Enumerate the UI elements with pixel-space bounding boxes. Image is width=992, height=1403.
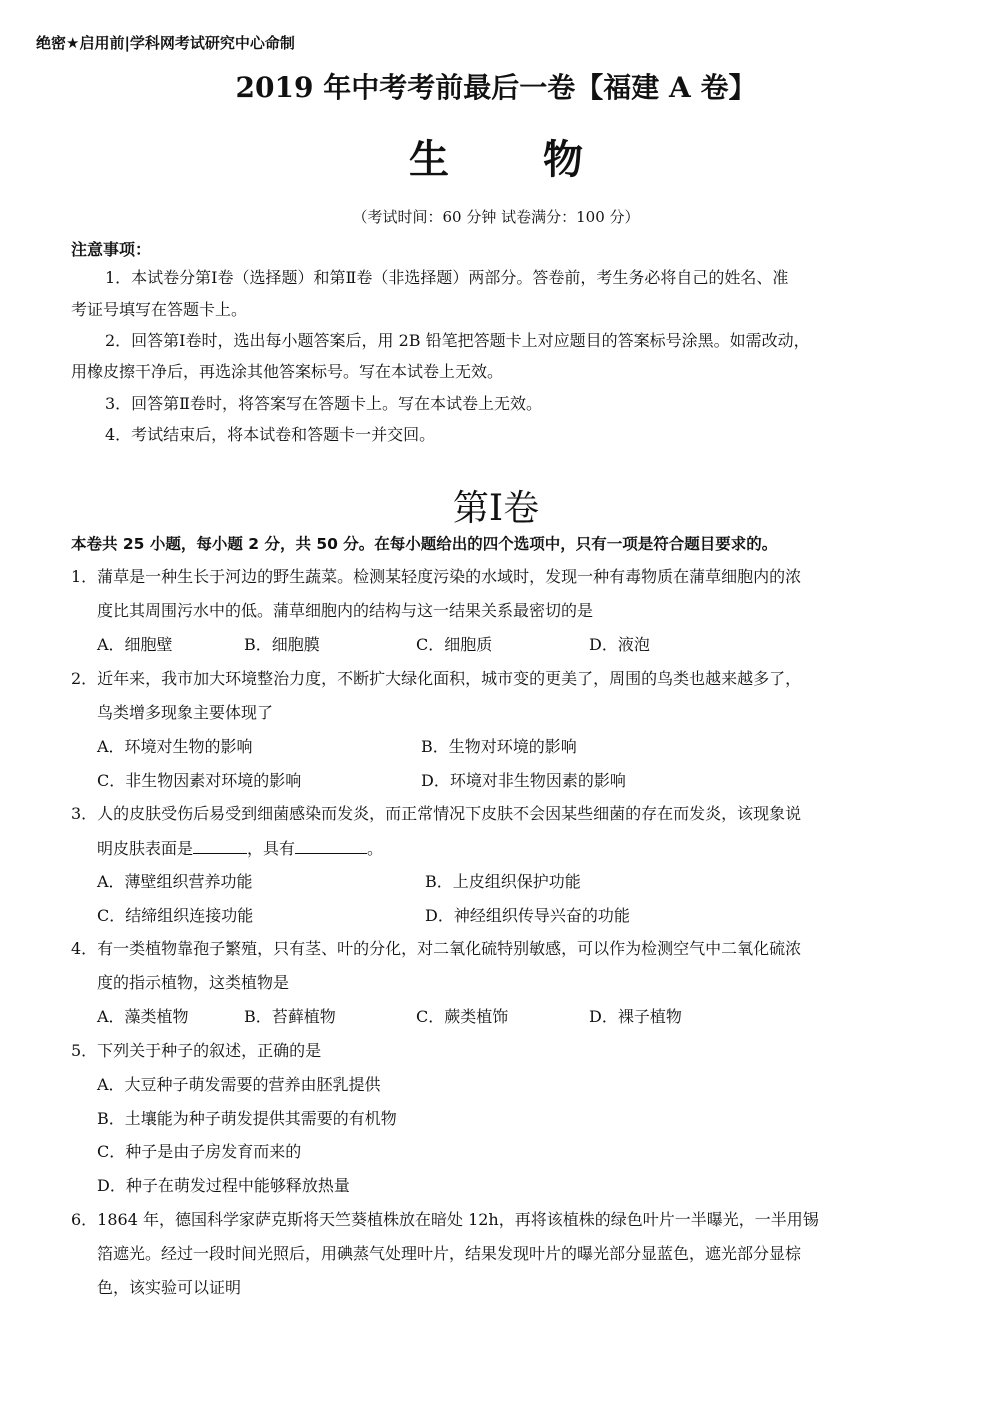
question-stem: 3．人的皮肤受伤后易受到细菌感染而发炎，而正常情况下皮肤不会因某些细菌的存在而发炎，该现象说 <box>71 804 802 823</box>
option-c: C．结缔组织连接功能 <box>97 906 254 925</box>
section-title: 第Ⅰ卷 <box>452 488 540 529</box>
option-c: C．蕨类植饰 <box>416 1007 509 1026</box>
notice-line: 3．回答第Ⅱ卷时，将答案写在答题卡上。写在本试卷上无效。 <box>105 394 543 413</box>
option-b: B．生物对环境的影响 <box>421 737 577 756</box>
exam-title: 2019 年中考考前最后一卷【福建 A 卷】 <box>235 71 757 104</box>
option-c: C．非生物因素对环境的影响 <box>97 771 302 790</box>
question-stem: 5．下列关于种子的叙述，正确的是 <box>71 1041 322 1060</box>
question-stem: 度比其周围污水中的低。蒲草细胞内的结构与这一结果关系最密切的是 <box>97 601 594 620</box>
option-b: B．土壤能为种子萌发提供其需要的有机物 <box>97 1109 397 1128</box>
notice-line: 2．回答第Ⅰ卷时，选出每小题答案后，用 2B 铅笔把答题卡上对应题目的答案标号涂黑。如需改动， <box>105 331 810 350</box>
question-stem: 鸟类增多现象主要体现了 <box>97 703 274 722</box>
answer-blank[interactable] <box>295 837 367 854</box>
notice-line: 考证号填写在答题卡上。 <box>71 300 248 319</box>
option-a: A．细胞壁 <box>97 635 173 654</box>
notice-line: 用橡皮擦干净后，再选涂其他答案标号。写在本试卷上无效。 <box>71 362 504 381</box>
option-a: A．大豆种子萌发需要的营养由胚乳提供 <box>97 1075 381 1094</box>
option-a: A．薄壁组织营养功能 <box>97 872 253 891</box>
section-intro: 本卷共 25 小题，每小题 2 分，共 50 分。在每小题给出的四个选项中，只有一项是符合题目要求的。 <box>71 535 778 553</box>
question-stem: 箔遮光。经过一段时间光照后，用碘蒸气处理叶片，结果发现叶片的曝光部分显蓝色，遮光部分显棕 <box>97 1244 802 1263</box>
option-d: D．液泡 <box>589 635 650 654</box>
question-stem: 明皮肤表面是 ，具有 。 <box>97 839 384 858</box>
option-d: D．神经组织传导兴奋的功能 <box>425 906 630 925</box>
question-stem: 2．近年来，我市加大环境整治力度，不断扩大绿化面积，城市变的更美了，周围的鸟类也越来越多了， <box>71 669 802 688</box>
question-stem: 色，该实验可以证明 <box>97 1278 242 1297</box>
option-c: C．细胞质 <box>416 635 493 654</box>
answer-blank[interactable] <box>193 837 247 854</box>
header-note: 绝密★启用前|学科网考试研究中心命制 <box>36 34 295 52</box>
option-b: B．苔藓植物 <box>244 1007 336 1026</box>
option-d: D．种子在萌发过程中能够释放热量 <box>97 1176 350 1195</box>
notice-title: 注意事项： <box>71 240 152 259</box>
option-c: C．种子是由子房发育而来的 <box>97 1142 302 1161</box>
option-a: A．环境对生物的影响 <box>97 737 253 756</box>
option-a: A．藻类植物 <box>97 1007 189 1026</box>
option-b: B．上皮组织保护功能 <box>425 872 581 891</box>
subject-title: 生 物 <box>409 136 623 183</box>
question-stem: 度的指示植物，这类植物是 <box>97 973 290 992</box>
notice-line: 1．本试卷分第Ⅰ卷（选择题）和第Ⅱ卷（非选择题）两部分。答卷前，考生务必将自己的姓名、准 <box>105 268 789 287</box>
question-stem: 4．有一类植物靠孢子繁殖，只有茎、叶的分化，对二氧化硫特别敏感，可以作为检测空气中二氧化硫浓 <box>71 939 802 958</box>
option-b: B．细胞膜 <box>244 635 320 654</box>
question-stem: 6．1864 年，德国科学家萨克斯将天竺葵植株放在暗处 12h，再将该植株的绿色叶片一半曝光，一半用锡 <box>71 1210 819 1229</box>
option-d: D．环境对非生物因素的影响 <box>421 771 626 790</box>
notice-line: 4．考试结束后，将本试卷和答题卡一并交回。 <box>105 425 436 444</box>
question-stem: 1．蒲草是一种生长于河边的野生蔬菜。检测某轻度污染的水域时，发现一种有毒物质在蒲草细胞内的浓 <box>71 567 802 586</box>
option-d: D．裸子植物 <box>589 1007 682 1026</box>
exam-info: （考试时间：60 分钟 试卷满分：100 分） <box>352 208 640 226</box>
